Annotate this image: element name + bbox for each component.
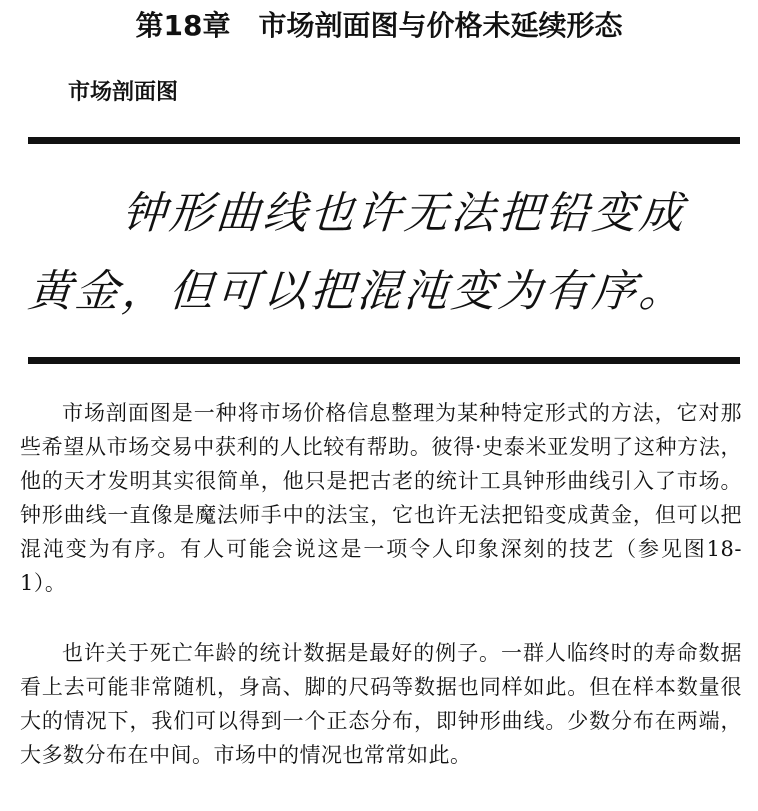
body-paragraph-1: 市场剖面图是一种将市场价格信息整理为某种特定形式的方法，它对那些希望从市场交易中获利的人比较有帮助。彼得·史泰米亚发明了这种方法，他的天才发明其实很简单，他只是把古老的统计工具钟形曲线引入了市场。钟形曲线一直像是魔法师手中的法宝，它也许无法把铅变成黄金，但可以把混沌变为有序。有人可能会说这是一项令人印象深刻的技艺（参见图18-1）。	[20, 401, 742, 595]
quote-line-1: 钟形曲线也许无法把铅变成	[120, 188, 688, 239]
chapter-title: 第18章 市场剖面图与价格未延续形态	[135, 9, 623, 42]
section-title: 市场剖面图	[68, 80, 179, 105]
body-paragraph-2: 也许关于死亡年龄的统计数据是最好的例子。一群人临终时的寿命数据看上去可能非常随机，身高、脚的尺码等数据也同样如此。但在样本数量很大的情况下，我们可以得到一个正态分布，即钟形曲线。少数分布在两端，大多数分布在中间。市场中的情况也常常如此。	[20, 641, 742, 767]
quote-bottom-rule	[28, 357, 740, 364]
quote-line-2: 黄金，但可以把混沌变为有序。	[26, 266, 688, 317]
quote-top-rule	[28, 137, 740, 144]
